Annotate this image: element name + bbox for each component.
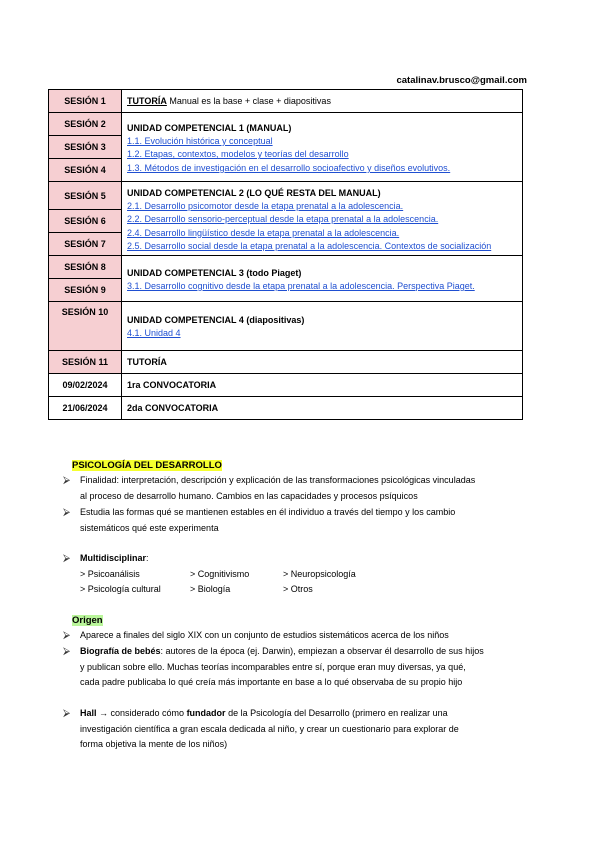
unit-link[interactable]: 2.1. Desarrollo psicomotor desde la etapa prenatal a la adolescencia. bbox=[127, 200, 404, 211]
session-cell: SESIÓN 2 bbox=[49, 113, 122, 136]
list-item bbox=[63, 551, 533, 567]
unit-link[interactable]: 1.2. Etapas, contextos, modelos y teorías del desarrollo bbox=[127, 149, 349, 160]
bold-term: Biografía de bebés bbox=[80, 646, 161, 656]
multi-colon: : bbox=[146, 553, 149, 563]
session-cell: SESIÓN 6 bbox=[49, 210, 122, 233]
session-cell: SESIÓN 5 bbox=[49, 182, 122, 210]
session-cell: SESIÓN 1 bbox=[49, 90, 122, 113]
session-cell: SESIÓN 11 bbox=[49, 351, 122, 374]
list-item bbox=[63, 644, 533, 691]
bold-term: Hall bbox=[80, 708, 97, 718]
table-row bbox=[49, 397, 523, 420]
bullet-line bbox=[80, 706, 533, 722]
heading-text: PSICOLOGÍA DEL DESARROLLO bbox=[72, 460, 222, 471]
table-row bbox=[49, 374, 523, 397]
list-item bbox=[63, 628, 533, 644]
arrowhead-bullet-icon: ⮚ bbox=[63, 630, 71, 641]
unit-link[interactable]: 2.5. Desarrollo social desde la etapa prenatal a la adolescencia. Contextos de socialización bbox=[127, 241, 492, 251]
bullet-text: de la Psicología del Desarrollo (primero en realizar una bbox=[225, 708, 448, 718]
bullet-text: → considerado cómo bbox=[96, 708, 187, 718]
session-cell: SESIÓN 4 bbox=[49, 159, 122, 182]
discipline-item: > Psicología cultural bbox=[80, 584, 161, 594]
tutoria-text: Manual es la base + clase + diapositivas bbox=[166, 96, 331, 106]
heading-text: Origen bbox=[72, 615, 103, 626]
content-cell: 2da CONVOCATORIA bbox=[122, 397, 523, 420]
unit-3-cell bbox=[122, 256, 523, 302]
date-cell: 21/06/2024 bbox=[49, 397, 122, 420]
table-row bbox=[49, 90, 523, 113]
discipline-item: > Biología bbox=[190, 584, 231, 594]
unit-1-cell bbox=[122, 113, 523, 182]
unit-link[interactable]: 4.1. Unidad 4 bbox=[127, 328, 181, 339]
session-cell: SESIÓN 3 bbox=[49, 136, 122, 159]
discipline-item: > Psicoanálisis bbox=[80, 569, 140, 579]
session-cell: SESIÓN 9 bbox=[49, 279, 122, 302]
tutoria-label: TUTORÍA bbox=[127, 96, 167, 106]
section-heading-origen bbox=[72, 613, 103, 628]
bullet-line: forma objetiva la mente de los niños) bbox=[80, 739, 228, 749]
multi-label: Multidisciplinar bbox=[80, 553, 147, 563]
schedule-table bbox=[48, 89, 523, 420]
bullet-line: cada padre publicaba lo qué creía más importante en base a lo qué observaba de su propio hijo bbox=[80, 677, 463, 687]
unit-title: UNIDAD COMPETENCIAL 1 (MANUAL) bbox=[127, 122, 292, 133]
list-item bbox=[63, 505, 533, 536]
bullet-line bbox=[80, 644, 533, 660]
table-row bbox=[49, 182, 523, 210]
table-row bbox=[49, 302, 523, 351]
unit-link[interactable]: 2.4. Desarrollo lingüístico desde la etapa prenatal a la adolescencia. bbox=[127, 227, 400, 238]
unit-link[interactable]: 2.2. Desarrollo sensorio-perceptual desde la etapa prenatal a la adolescencia. bbox=[127, 214, 439, 224]
arrowhead-bullet-icon: ⮚ bbox=[63, 708, 71, 719]
arrowhead-bullet-icon: ⮚ bbox=[63, 507, 71, 518]
bullet-line: Finalidad: interpretación, descripción y explicación de las transformaciones psicológicas vinculadas bbox=[80, 475, 476, 485]
content-cell bbox=[122, 90, 523, 113]
list-item bbox=[63, 706, 533, 753]
bullet-text: : autores de la época (ej. Darwin), empiezan a observar él desarrollo de sus hijos bbox=[160, 646, 484, 656]
bullet-line: Aparece a finales del siglo XIX con un conjunto de estudios sistemáticos acerca de los niños bbox=[80, 630, 449, 640]
bold-term: fundador bbox=[186, 708, 226, 718]
unit-2-cell bbox=[122, 182, 523, 256]
bullet-line: investigación científica a gran escala dedicada al niño, y crear un cuestionario para explorar de bbox=[80, 723, 459, 734]
unit-title: UNIDAD COMPETENCIAL 2 (LO QUÉ RESTA DEL MANUAL) bbox=[127, 187, 381, 198]
unit-link[interactable]: 3.1. Desarrollo cognitivo desde la etapa prenatal a la adolescencia. Perspectiva Piaget. bbox=[127, 280, 475, 291]
discipline-item: > Otros bbox=[283, 584, 313, 594]
content-cell: TUTORÍA bbox=[122, 351, 523, 374]
bullet-line bbox=[80, 551, 533, 567]
arrowhead-bullet-icon: ⮚ bbox=[63, 475, 71, 486]
arrowhead-bullet-icon: ⮚ bbox=[63, 553, 71, 564]
arrowhead-bullet-icon: ⮚ bbox=[63, 646, 71, 657]
list-item bbox=[63, 473, 533, 504]
table-row bbox=[49, 113, 523, 136]
discipline-item: > Neuropsicología bbox=[283, 569, 356, 579]
session-cell: SESIÓN 7 bbox=[49, 233, 122, 256]
unit-title: UNIDAD COMPETENCIAL 4 (diapositivas) bbox=[127, 315, 305, 326]
unit-link[interactable]: 1.1. Evolución histórica y conceptual bbox=[127, 135, 273, 146]
table-row bbox=[49, 256, 523, 279]
author-email: catalinav.brusco@gmail.com bbox=[396, 75, 527, 86]
bullet-line: y publican sobre ello. Muchas teorías incomparables entre sí, porque eran muy diversas, ya qué, bbox=[80, 661, 466, 672]
bullet-line: al proceso de desarrollo humano. Cambios en las capacidades y procesos psíquicos bbox=[80, 490, 418, 501]
session-cell: SESIÓN 10 bbox=[49, 302, 122, 351]
unit-title: UNIDAD COMPETENCIAL 3 (todo Piaget) bbox=[127, 267, 302, 278]
section-heading-psicologia bbox=[72, 458, 222, 473]
unit-4-cell bbox=[122, 302, 523, 351]
bullet-line: Estudia las formas qué se mantienen estables en él individuo a través del tiempo y los cambio bbox=[80, 507, 456, 517]
content-cell: 1ra CONVOCATORIA bbox=[122, 374, 523, 397]
bullet-line: sistemáticos qué este experimenta bbox=[80, 522, 219, 533]
discipline-item: > Cognitivismo bbox=[190, 569, 250, 579]
date-cell: 09/02/2024 bbox=[49, 374, 122, 397]
unit-link[interactable]: 1.3. Métodos de investigación en el desarrollo socioafectivo y diseños evolutivos. bbox=[127, 162, 451, 173]
table-row bbox=[49, 351, 523, 374]
session-cell: SESIÓN 8 bbox=[49, 256, 122, 279]
